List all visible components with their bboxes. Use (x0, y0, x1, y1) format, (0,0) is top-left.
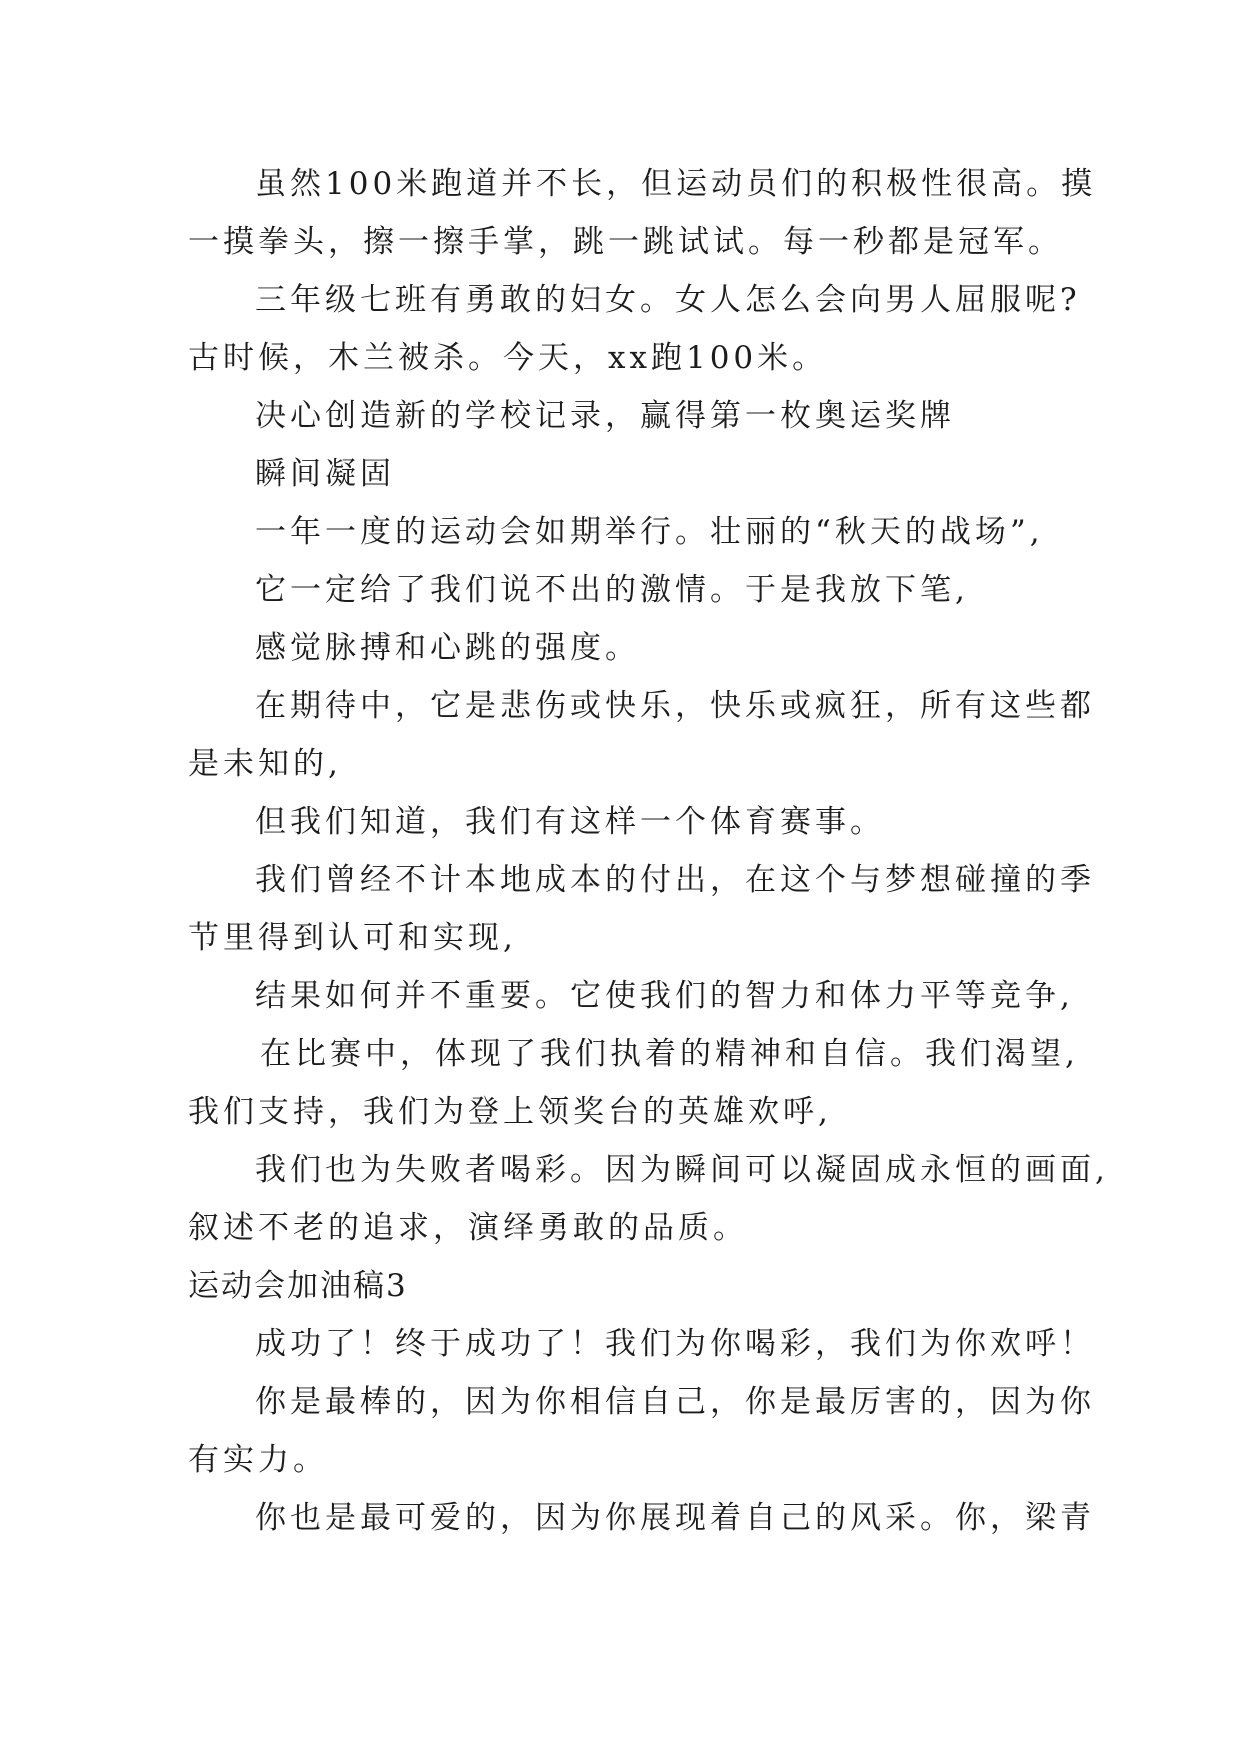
paragraph-line: 一摸拳头，擦一擦手掌，跳一跳试试。每一秒都是冠军。 (188, 224, 1063, 260)
paragraph-line: 三年级七班有勇敢的妇女。女人怎么会向男人屈服呢? (255, 282, 1081, 318)
paragraph-line: 一年一度的运动会如期举行。壮丽的“秋天的战场”, (255, 514, 1044, 550)
paragraph-line: 它一定给了我们说不出的激情。于是我放下笔, (255, 572, 969, 608)
paragraph-line: 在比赛中，体现了我们执着的精神和自信。我们渴望, (260, 1036, 1079, 1072)
paragraph-line: 古时候，木兰被杀。今天，xx跑100米。 (188, 340, 828, 376)
paragraph-line: 叙述不老的追求，演绎勇敢的品质。 (188, 1210, 748, 1246)
paragraph-line: 我们曾经不计本地成本的付出，在这个与梦想碰撞的季 (255, 862, 1095, 898)
paragraph-line: 是未知的, (188, 746, 342, 782)
paragraph-line: 但我们知道，我们有这样一个体育赛事。 (255, 804, 885, 840)
paragraph-line: 在期待中，它是悲伤或快乐，快乐或疯狂，所有这些都 (255, 688, 1095, 724)
paragraph-line: 你也是最可爱的，因为你展现着自己的风采。你，梁青 (255, 1500, 1095, 1536)
paragraph-line: 感觉脉搏和心跳的强度。 (255, 630, 640, 666)
paragraph-line: 成功了！终于成功了！我们为你喝彩，我们为你欢呼！ (255, 1326, 1095, 1362)
section-heading: 运动会加油稿3 (188, 1268, 408, 1304)
paragraph-line: 虽然100米跑道并不长，但运动员们的积极性很高。摸 (255, 166, 1097, 202)
paragraph-line: 结果如何并不重要。它使我们的智力和体力平等竞争, (255, 978, 1074, 1014)
paragraph-line: 节里得到认可和实现, (188, 920, 517, 956)
paragraph-line: 有实力。 (188, 1442, 328, 1478)
paragraph-line: 我们也为失败者喝彩。因为瞬间可以凝固成永恒的画面, (255, 1152, 1109, 1188)
paragraph-line: 你是最棒的，因为你相信自己，你是最厉害的，因为你 (255, 1384, 1095, 1420)
paragraph-line: 我们支持，我们为登上领奖台的英雄欢呼, (188, 1094, 832, 1130)
section-subtitle: 瞬间凝固 (255, 456, 395, 492)
document-body (188, 155, 1109, 1547)
paragraph-line: 决心创造新的学校记录，赢得第一枚奥运奖牌 (255, 398, 955, 434)
